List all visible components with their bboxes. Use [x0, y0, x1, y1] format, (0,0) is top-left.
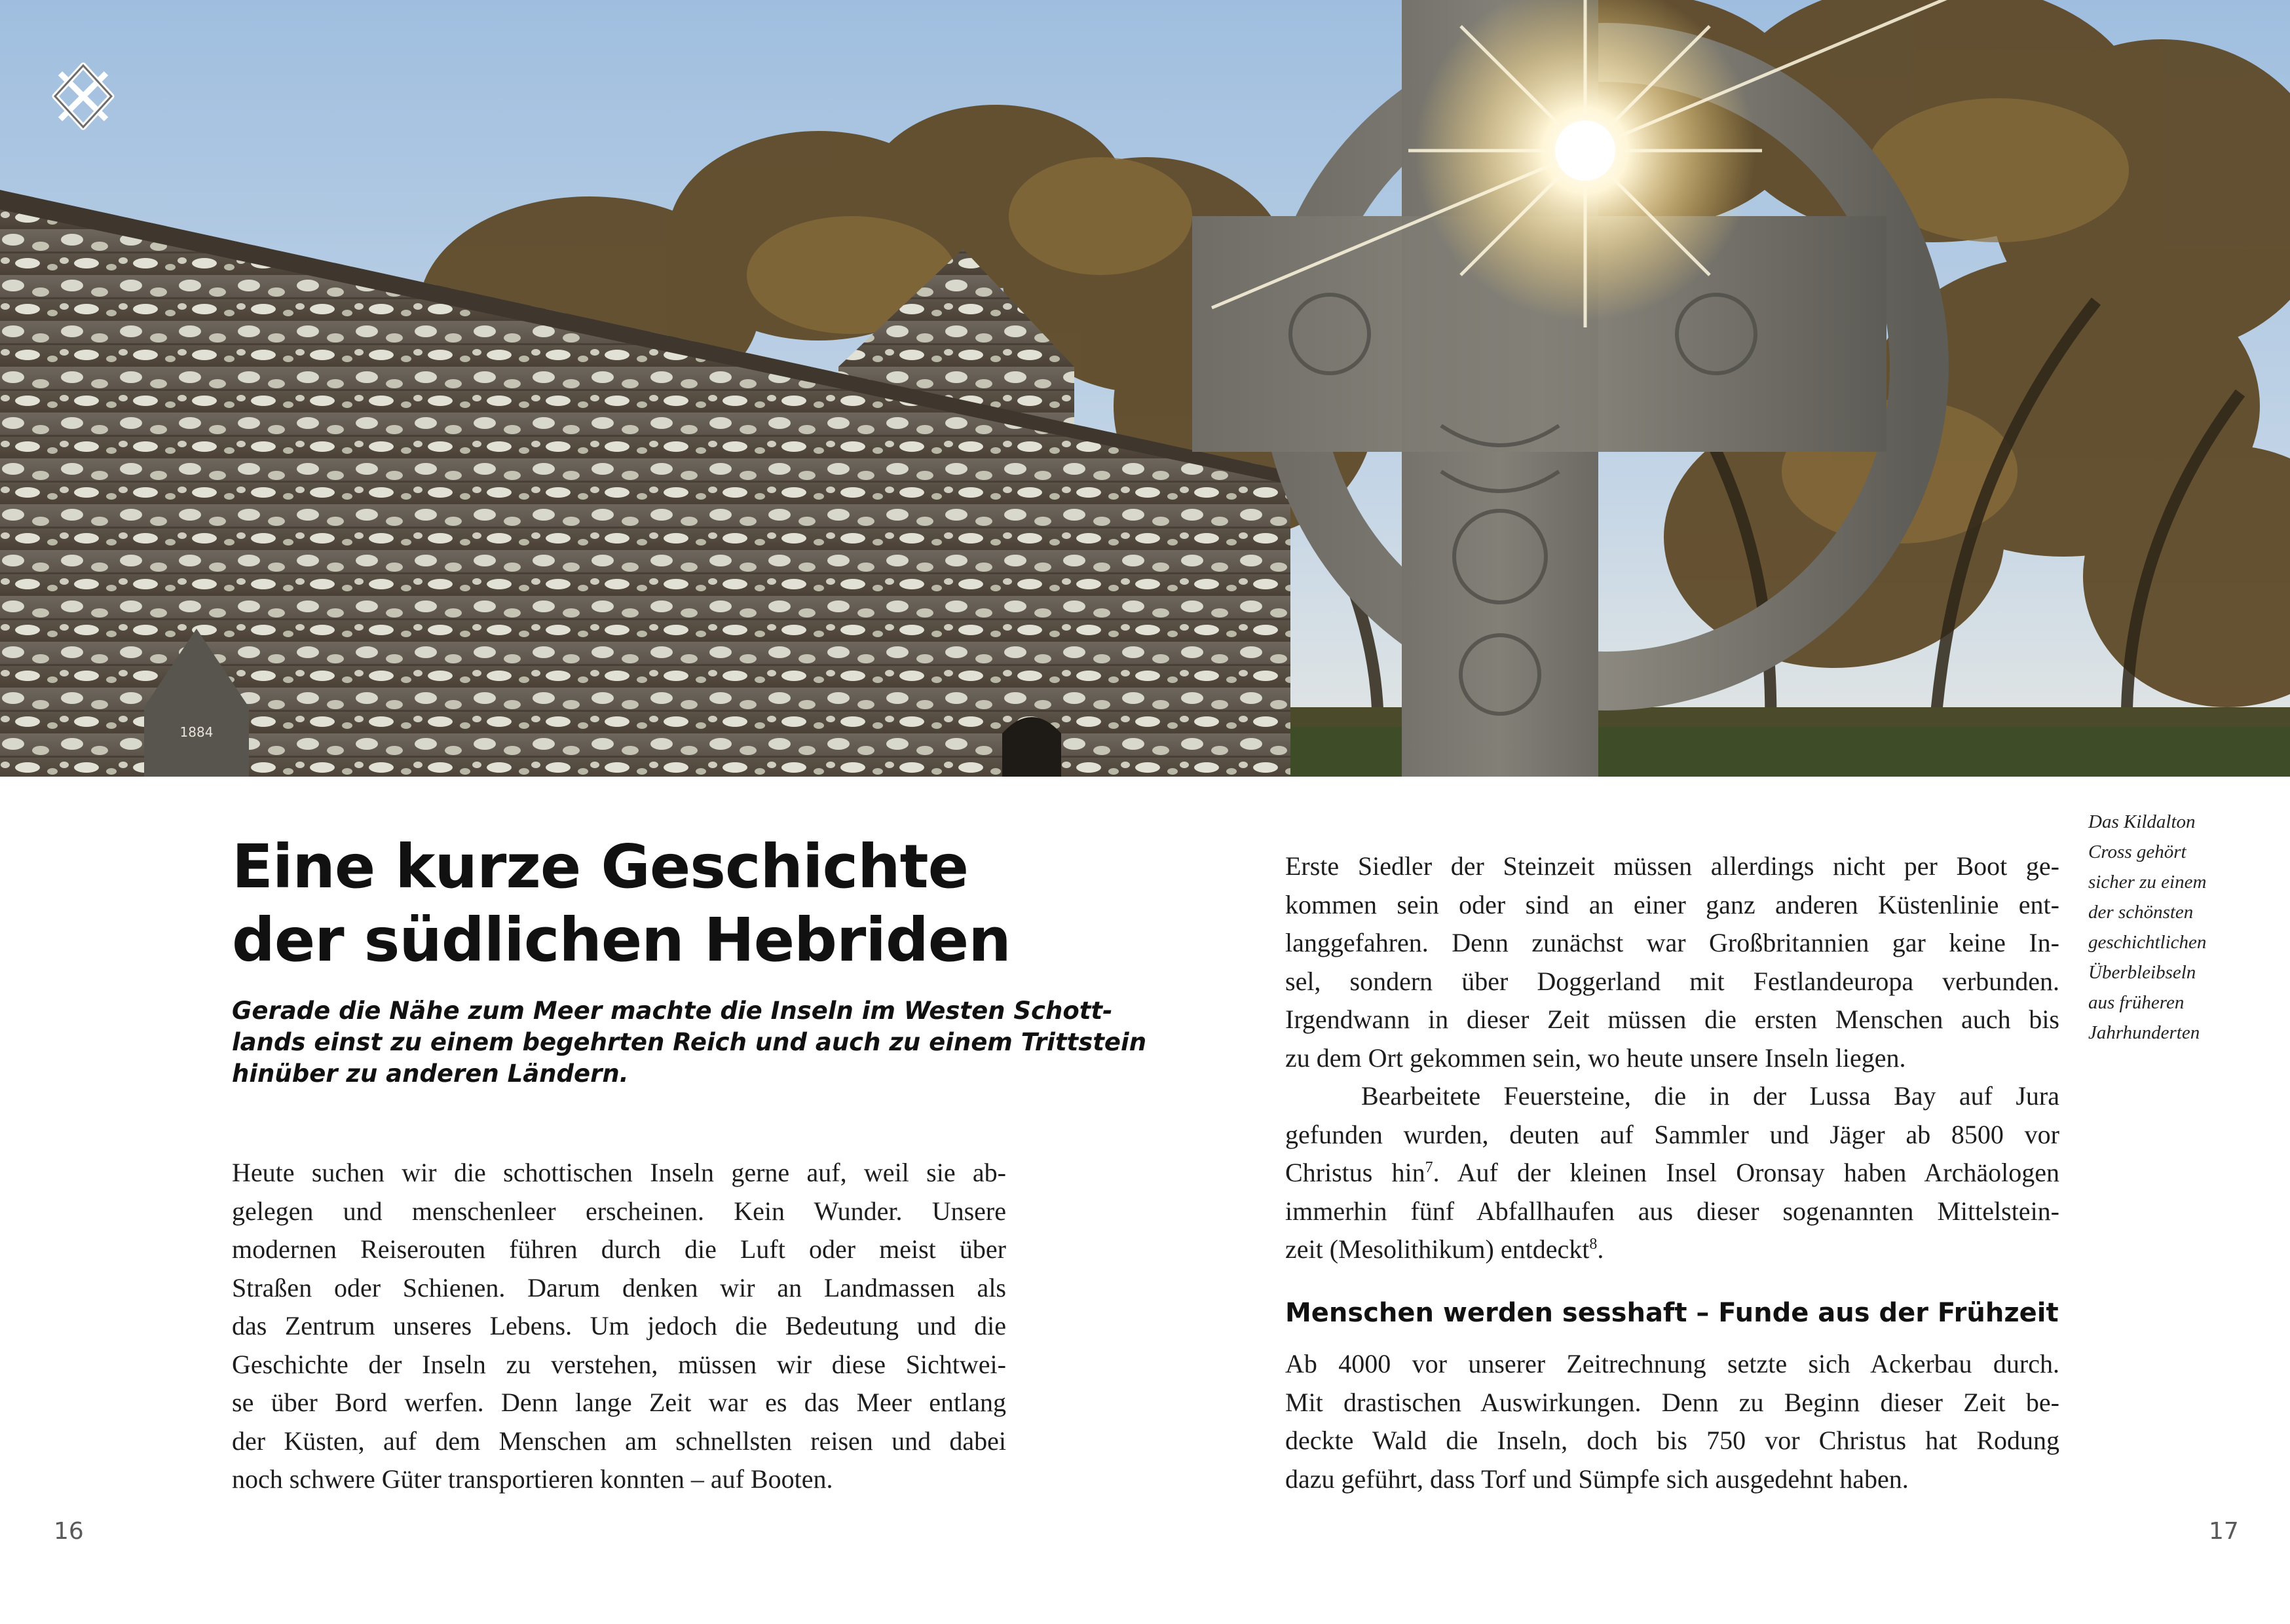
text-fragment: zeit (Mesolithikum) entdeckt	[1285, 1234, 1590, 1264]
text-line: gelegen und menschenleer erscheinen. Kein Wunder. Unsere	[232, 1196, 1006, 1226]
title-line-2: der südlichen Hebriden	[232, 905, 1011, 975]
caption-line: Cross gehört	[2088, 841, 2187, 862]
text-line: sel, sondern über Doggerland mit Festlandeuropa verbunden.	[1285, 966, 2059, 996]
text-line: Geschichte der Inseln zu verstehen, müssen wir diese Sichtwei-	[232, 1349, 1006, 1379]
text-line: das Zentrum unseres Lebens. Um jedoch die Bedeutung und die	[232, 1311, 1006, 1340]
text-line: Bearbeitete Feuersteine, die in der Lussa Bay auf Jura	[1361, 1081, 2059, 1111]
caption-line: der schönsten	[2088, 902, 2194, 923]
photo-illustration	[0, 0, 2290, 777]
body-text-right-2	[1285, 1345, 2059, 1498]
text-line	[1285, 1230, 2059, 1269]
text-line: der Küsten, auf dem Menschen am schnellsten reisen und dabei	[232, 1426, 1006, 1456]
text-fragment: Christus hin	[1285, 1158, 1425, 1187]
caption-line: sicher zu einem	[2088, 872, 2207, 893]
text-line: modernen Reiserouten führen durch die Luft oder meist über	[232, 1234, 1006, 1264]
caption-line: Überbleibseln	[2088, 962, 2196, 983]
section-subheading: Menschen werden sesshaft – Funde aus der Frühzeit	[1285, 1298, 2059, 1328]
caption-line: aus früheren	[2088, 992, 2185, 1013]
body-text-left	[232, 1154, 1006, 1499]
text-line: Irgendwann in dieser Zeit müssen die ersten Menschen auch bis	[1285, 1005, 2059, 1034]
text-line: langgefahren. Denn zunächst war Großbritannien gar keine In-	[1285, 928, 2059, 957]
body-text-right	[1285, 847, 2059, 1269]
footnote-ref-7[interactable]: 7	[1425, 1159, 1433, 1176]
lead-line: Gerade die Nähe zum Meer machte die Inseln im Westen Schott-	[232, 997, 1113, 1025]
text-line: zu dem Ort gekommen sein, wo heute unsere Inseln liegen.	[1285, 1043, 1906, 1073]
caption-line: geschichtlichen	[2088, 932, 2207, 953]
text-line: Heute suchen wir die schottischen Inseln gerne auf, weil sie ab-	[232, 1158, 1006, 1187]
text-line: dazu geführt, dass Torf und Sümpfe sich ausgedehnt haben.	[1285, 1464, 1909, 1494]
text-line: Erste Siedler der Steinzeit müssen allerdings nicht per Boot ge-	[1285, 851, 2059, 881]
celtic-knot-icon	[47, 60, 119, 132]
text-fragment: .	[1597, 1234, 1604, 1264]
gravestone-date: 1884	[179, 724, 214, 740]
page-title	[232, 830, 1018, 977]
hero-photo	[0, 0, 2290, 777]
text-line: se über Bord werfen. Denn lange Zeit war es das Meer entlang	[232, 1388, 1006, 1417]
page-number-left: 16	[54, 1518, 84, 1545]
caption-line: Jahrhunderten	[2088, 1022, 2200, 1043]
caption-line: Das Kildalton	[2088, 811, 2196, 832]
text-fragment: . Auf der kleinen Insel Oronsay haben Archäologen	[1433, 1158, 2059, 1187]
text-line: gefunden wurden, deuten auf Sammler und Jäger ab 8500 vor	[1285, 1119, 2059, 1149]
text-line: deckte Wald die Inseln, doch bis 750 vor Christus hat Rodung	[1285, 1426, 2059, 1455]
text-line: noch schwere Güter transportieren konnten – auf Booten.	[232, 1464, 833, 1494]
lead-paragraph	[232, 995, 1147, 1090]
footnote-ref-8[interactable]: 8	[1589, 1236, 1598, 1253]
title-line-1: Eine kurze Geschichte	[232, 832, 968, 902]
text-line: Straßen oder Schienen. Darum denken wir an Landmassen als	[232, 1272, 1006, 1302]
text-line: Mit drastischen Auswirkungen. Denn zu Beginn dieser Zeit be-	[1285, 1387, 2059, 1417]
text-line	[1285, 1154, 2059, 1192]
text-line: Ab 4000 vor unserer Zeitrechnung setzte sich Ackerbau durch.	[1285, 1349, 2059, 1378]
lead-line: hinüber zu anderen Ländern.	[232, 1060, 629, 1088]
text-line: kommen sein oder sind an einer ganz anderen Küstenlinie ent-	[1285, 889, 2059, 919]
lead-line: lands einst zu einem begehrten Reich und auch zu einem Trittstein	[232, 1028, 1147, 1056]
page-number-right: 17	[2209, 1518, 2239, 1545]
photo-caption	[2088, 807, 2278, 1048]
text-line: immerhin fünf Abfallhaufen aus dieser sogenannten Mittelstein-	[1285, 1196, 2059, 1226]
